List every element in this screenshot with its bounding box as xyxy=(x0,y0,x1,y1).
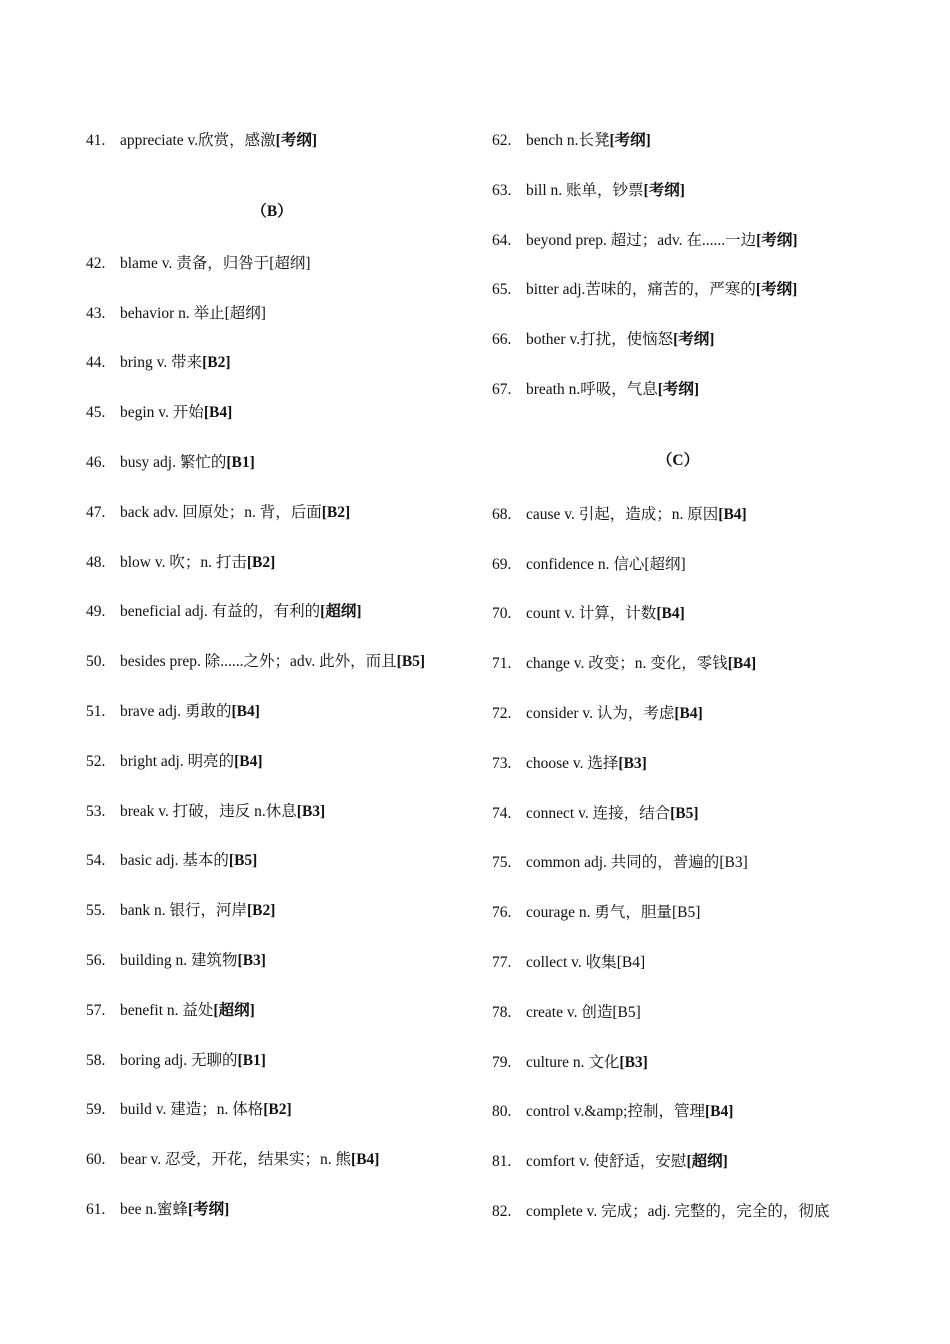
vocab-entry xyxy=(492,999,932,1049)
vocab-entry xyxy=(492,1198,932,1248)
left-column xyxy=(86,127,486,1246)
level-tag: [B5] xyxy=(228,852,258,870)
entry-text xyxy=(526,127,651,155)
entry-text xyxy=(120,300,266,328)
vocab-entry xyxy=(492,551,932,601)
entry-number: 64. xyxy=(492,231,512,249)
vocab-entry xyxy=(86,798,486,848)
level-tag: [B3] xyxy=(237,951,266,969)
entry-text xyxy=(526,276,797,304)
level-tag: [B4] xyxy=(718,505,747,523)
vocab-entry xyxy=(492,700,932,750)
entry-number: 71. xyxy=(492,655,512,673)
vocab-entry xyxy=(86,449,486,499)
entry-number: 68. xyxy=(492,505,512,523)
entry-number: 80. xyxy=(492,1103,512,1121)
entry-number: 77. xyxy=(492,953,512,971)
section-heading: （B） xyxy=(251,202,293,220)
entry-text xyxy=(526,227,798,255)
entry-number: 47. xyxy=(86,503,106,521)
entry-number: 41. xyxy=(86,132,106,149)
vocab-entry xyxy=(86,499,486,549)
entry-text xyxy=(526,551,686,579)
entry-text xyxy=(526,326,714,354)
entry-definition: blow v. 吹；n. 打击 xyxy=(120,553,247,571)
entry-number: 57. xyxy=(86,1001,106,1019)
entry-definition: control v.&amp;控制，管理 xyxy=(526,1103,705,1121)
entry-text xyxy=(120,499,350,527)
entry-text xyxy=(526,1049,648,1077)
entry-definition: bank n. 银行，河岸 xyxy=(120,902,248,920)
level-tag: [B4] xyxy=(351,1151,380,1169)
level-tag: [考纲] xyxy=(673,331,715,349)
entry-definition: common adj. 共同的，普遍的 xyxy=(526,854,720,872)
vocab-entry xyxy=(492,949,932,999)
entry-definition: culture n. 文化 xyxy=(526,1053,620,1071)
level-tag: [B2] xyxy=(263,1101,292,1119)
entry-definition: courage n. 勇气，胆量 xyxy=(526,904,672,922)
entry-text xyxy=(120,798,325,826)
entry-number: 55. xyxy=(86,902,106,920)
entry-definition: behavior n. 举止 xyxy=(120,304,225,322)
level-tag: [考纲] xyxy=(188,1200,230,1218)
vocab-entry xyxy=(86,127,486,177)
entry-text xyxy=(120,449,255,477)
level-tag: [B4] xyxy=(727,655,757,673)
entry-number: 61. xyxy=(86,1200,106,1218)
vocab-entry xyxy=(86,897,486,947)
entry-definition: consider v. 认为，考虑 xyxy=(526,704,675,722)
entry-definition: begin v. 开始 xyxy=(120,404,204,422)
entry-number: 44. xyxy=(86,354,106,372)
entry-number: 46. xyxy=(86,453,106,471)
vocab-entry xyxy=(492,1098,932,1148)
entry-definition: benefit n. 益处 xyxy=(120,1001,214,1019)
entry-text xyxy=(120,847,257,875)
level-tag: [B2] xyxy=(321,503,351,521)
entry-number: 69. xyxy=(492,555,512,573)
entry-number: 48. xyxy=(86,553,106,571)
entry-definition: bee n.蜜蜂 xyxy=(120,1200,189,1218)
entry-number: 70. xyxy=(492,605,512,623)
entry-text xyxy=(120,399,232,427)
entry-definition: comfort v. 使舒适，安慰 xyxy=(526,1153,687,1171)
vocab-entry xyxy=(86,250,486,300)
level-tag: [超纲] xyxy=(224,304,266,322)
vocab-entry xyxy=(86,648,486,698)
entry-definition: collect v. 收集 xyxy=(526,953,617,971)
entry-number: 52. xyxy=(86,752,106,770)
entry-text xyxy=(120,897,275,925)
entry-text xyxy=(526,376,699,404)
entry-definition: appreciate v.欣赏，感激 xyxy=(120,132,276,149)
entry-number: 73. xyxy=(492,754,512,772)
vocab-entry xyxy=(492,650,932,700)
entry-definition: bill n. 账单，钞票 xyxy=(526,181,644,199)
entry-number: 56. xyxy=(86,951,106,969)
level-tag: [B2] xyxy=(202,354,231,372)
entry-text xyxy=(120,250,311,278)
entry-number: 45. xyxy=(86,404,106,422)
entry-number: 49. xyxy=(86,603,106,621)
entry-definition: basic adj. 基本的 xyxy=(120,852,229,870)
level-tag: [B3] xyxy=(719,854,748,872)
entry-definition: bother v.打扰，使恼怒 xyxy=(526,331,674,349)
level-tag: [超纲] xyxy=(213,1001,255,1019)
entry-number: 67. xyxy=(492,380,512,398)
entry-number: 66. xyxy=(492,331,512,349)
vocab-entry xyxy=(86,349,486,399)
entry-number: 76. xyxy=(492,904,512,922)
entry-text xyxy=(120,947,266,975)
entry-text xyxy=(120,1146,379,1174)
entry-definition: bear v. 忍受，开花，结果实；n. 熊 xyxy=(120,1151,352,1169)
vocab-entry xyxy=(86,847,486,897)
entry-number: 78. xyxy=(492,1003,512,1021)
vocab-entry xyxy=(492,1148,932,1198)
vocab-entry xyxy=(86,1146,486,1196)
entry-number: 62. xyxy=(492,132,512,149)
entry-text xyxy=(120,1196,229,1224)
entry-text xyxy=(526,999,641,1027)
entry-number: 54. xyxy=(86,852,106,870)
vocab-entry xyxy=(86,300,486,350)
entry-definition: change v. 改变；n. 变化，零钱 xyxy=(526,655,728,673)
level-tag: [超纲] xyxy=(686,1153,728,1171)
entry-text xyxy=(526,650,756,678)
vocab-entry xyxy=(86,1047,486,1097)
entry-text xyxy=(526,899,700,927)
vocab-entry xyxy=(86,947,486,997)
vocab-entry xyxy=(492,276,932,326)
entry-definition: blame v. 责备，归咎于 xyxy=(120,254,270,272)
entry-definition: cause v. 引起，造成；n. 原因 xyxy=(526,505,719,523)
entry-text xyxy=(526,750,647,778)
entry-number: 50. xyxy=(86,653,106,671)
level-tag: [B5] xyxy=(396,653,426,671)
entry-text xyxy=(120,127,317,155)
entry-definition: beneficial adj. 有益的，有利的 xyxy=(120,603,321,621)
vocab-entry xyxy=(492,227,932,277)
level-tag: [B4] xyxy=(656,605,685,623)
entry-text xyxy=(526,949,645,977)
level-tag: [B3] xyxy=(618,754,647,772)
entry-definition: count v. 计算，计数 xyxy=(526,605,657,623)
entry-number: 42. xyxy=(86,254,106,272)
vocab-entry xyxy=(492,326,932,376)
entry-text xyxy=(526,1198,829,1226)
vocab-entry xyxy=(492,1049,932,1099)
entry-text xyxy=(526,600,685,628)
entry-definition: back adv. 回原处；n. 背，后面 xyxy=(120,503,322,521)
level-tag: [考纲] xyxy=(609,132,651,149)
level-tag: [B4] xyxy=(203,404,233,422)
entry-text xyxy=(120,1096,292,1124)
level-tag: [超纲] xyxy=(269,254,311,272)
level-tag: [考纲] xyxy=(756,231,798,249)
entry-text xyxy=(120,648,425,676)
level-tag: [B4] xyxy=(234,752,263,770)
entry-number: 72. xyxy=(492,704,512,722)
level-tag: [B2] xyxy=(247,902,276,920)
level-tag: [B4] xyxy=(616,953,646,971)
vocab-entry xyxy=(492,376,932,426)
entry-definition: choose v. 选择 xyxy=(526,754,619,772)
entry-definition: connect v. 连接，结合 xyxy=(526,804,671,822)
entry-definition: bright adj. 明亮的 xyxy=(120,752,235,770)
level-tag: [B4] xyxy=(231,702,260,720)
level-tag: [B4] xyxy=(704,1103,734,1121)
entry-number: 51. xyxy=(86,702,106,720)
entry-text xyxy=(526,800,699,828)
entry-text xyxy=(120,549,275,577)
entry-definition: complete v. 完成；adj. 完整的，完全的，彻底 xyxy=(526,1202,830,1220)
level-tag: [B5] xyxy=(670,804,699,822)
vocab-entry xyxy=(492,849,932,899)
entry-text xyxy=(120,698,260,726)
vocab-entry xyxy=(492,600,932,650)
right-column xyxy=(492,127,932,1248)
level-tag: [B5] xyxy=(612,1003,641,1021)
entry-definition: build v. 建造；n. 体格 xyxy=(120,1101,264,1119)
entry-number: 82. xyxy=(492,1202,512,1220)
vocab-entry xyxy=(492,177,932,227)
entry-number: 43. xyxy=(86,304,106,322)
entry-definition: break v. 打破，违反 n.休息 xyxy=(120,802,297,820)
level-tag: [超纲] xyxy=(644,555,686,573)
vocab-entry xyxy=(86,748,486,798)
entry-text xyxy=(120,598,362,626)
level-tag: [B2] xyxy=(246,553,276,571)
entry-definition: create v. 创造 xyxy=(526,1003,613,1021)
entry-text xyxy=(120,997,255,1025)
entry-text xyxy=(526,177,685,205)
level-tag: [B4] xyxy=(674,704,703,722)
vocab-entry xyxy=(86,1196,486,1246)
entry-text xyxy=(526,501,747,529)
entry-definition: bitter adj.苦味的，痛苦的，严寒的 xyxy=(526,281,756,299)
entry-number: 58. xyxy=(86,1051,106,1069)
vocab-entry xyxy=(492,800,932,850)
vocab-entry xyxy=(86,399,486,449)
entry-text xyxy=(120,1047,266,1075)
entry-number: 79. xyxy=(492,1053,512,1071)
vocab-entry xyxy=(86,698,486,748)
entry-definition: confidence n. 信心 xyxy=(526,555,645,573)
entry-text xyxy=(526,700,703,728)
vocab-entry xyxy=(492,899,932,949)
entry-definition: bench n.长凳 xyxy=(526,132,610,149)
entry-definition: busy adj. 繁忙的 xyxy=(120,453,227,471)
entry-number: 53. xyxy=(86,802,106,820)
entry-definition: building n. 建筑物 xyxy=(120,951,238,969)
entry-number: 65. xyxy=(492,281,512,299)
vocab-entry xyxy=(86,1096,486,1146)
entry-number: 63. xyxy=(492,181,512,199)
level-tag: [考纲] xyxy=(275,132,317,149)
entry-text xyxy=(120,349,231,377)
entry-number: 74. xyxy=(492,804,512,822)
level-tag: [B1] xyxy=(226,453,255,471)
entry-number: 81. xyxy=(492,1153,512,1171)
entry-number: 75. xyxy=(492,854,512,872)
vocab-entry xyxy=(86,598,486,648)
entry-definition: besides prep. 除......之外；adv. 此外，而且 xyxy=(120,653,397,671)
vocab-entry xyxy=(86,549,486,599)
entry-definition: boring adj. 无聊的 xyxy=(120,1051,238,1069)
level-tag: [考纲] xyxy=(657,380,700,398)
entry-definition: breath n.呼吸，气息 xyxy=(526,380,658,398)
entry-text xyxy=(526,1148,728,1176)
entry-definition: brave adj. 勇敢的 xyxy=(120,702,232,720)
vocab-entry xyxy=(86,997,486,1047)
level-tag: [B3] xyxy=(296,802,326,820)
level-tag: [考纲] xyxy=(643,181,685,199)
entry-number: 59. xyxy=(86,1101,106,1119)
level-tag: [考纲] xyxy=(755,281,798,299)
entry-definition: beyond prep. 超过；adv. 在......一边 xyxy=(526,231,757,249)
level-tag: [B3] xyxy=(619,1053,648,1071)
entry-text xyxy=(526,849,748,877)
level-tag: [超纲] xyxy=(320,603,362,621)
entry-text xyxy=(120,748,263,776)
entry-number: 60. xyxy=(86,1151,106,1169)
section-heading: （C） xyxy=(656,451,700,469)
level-tag: [B5] xyxy=(671,904,701,922)
entry-text xyxy=(526,1098,733,1126)
vocab-entry xyxy=(492,501,932,551)
vocab-entry xyxy=(492,750,932,800)
vocab-entry xyxy=(492,127,932,177)
entry-definition: bring v. 带来 xyxy=(120,354,203,372)
level-tag: [B1] xyxy=(237,1051,266,1069)
